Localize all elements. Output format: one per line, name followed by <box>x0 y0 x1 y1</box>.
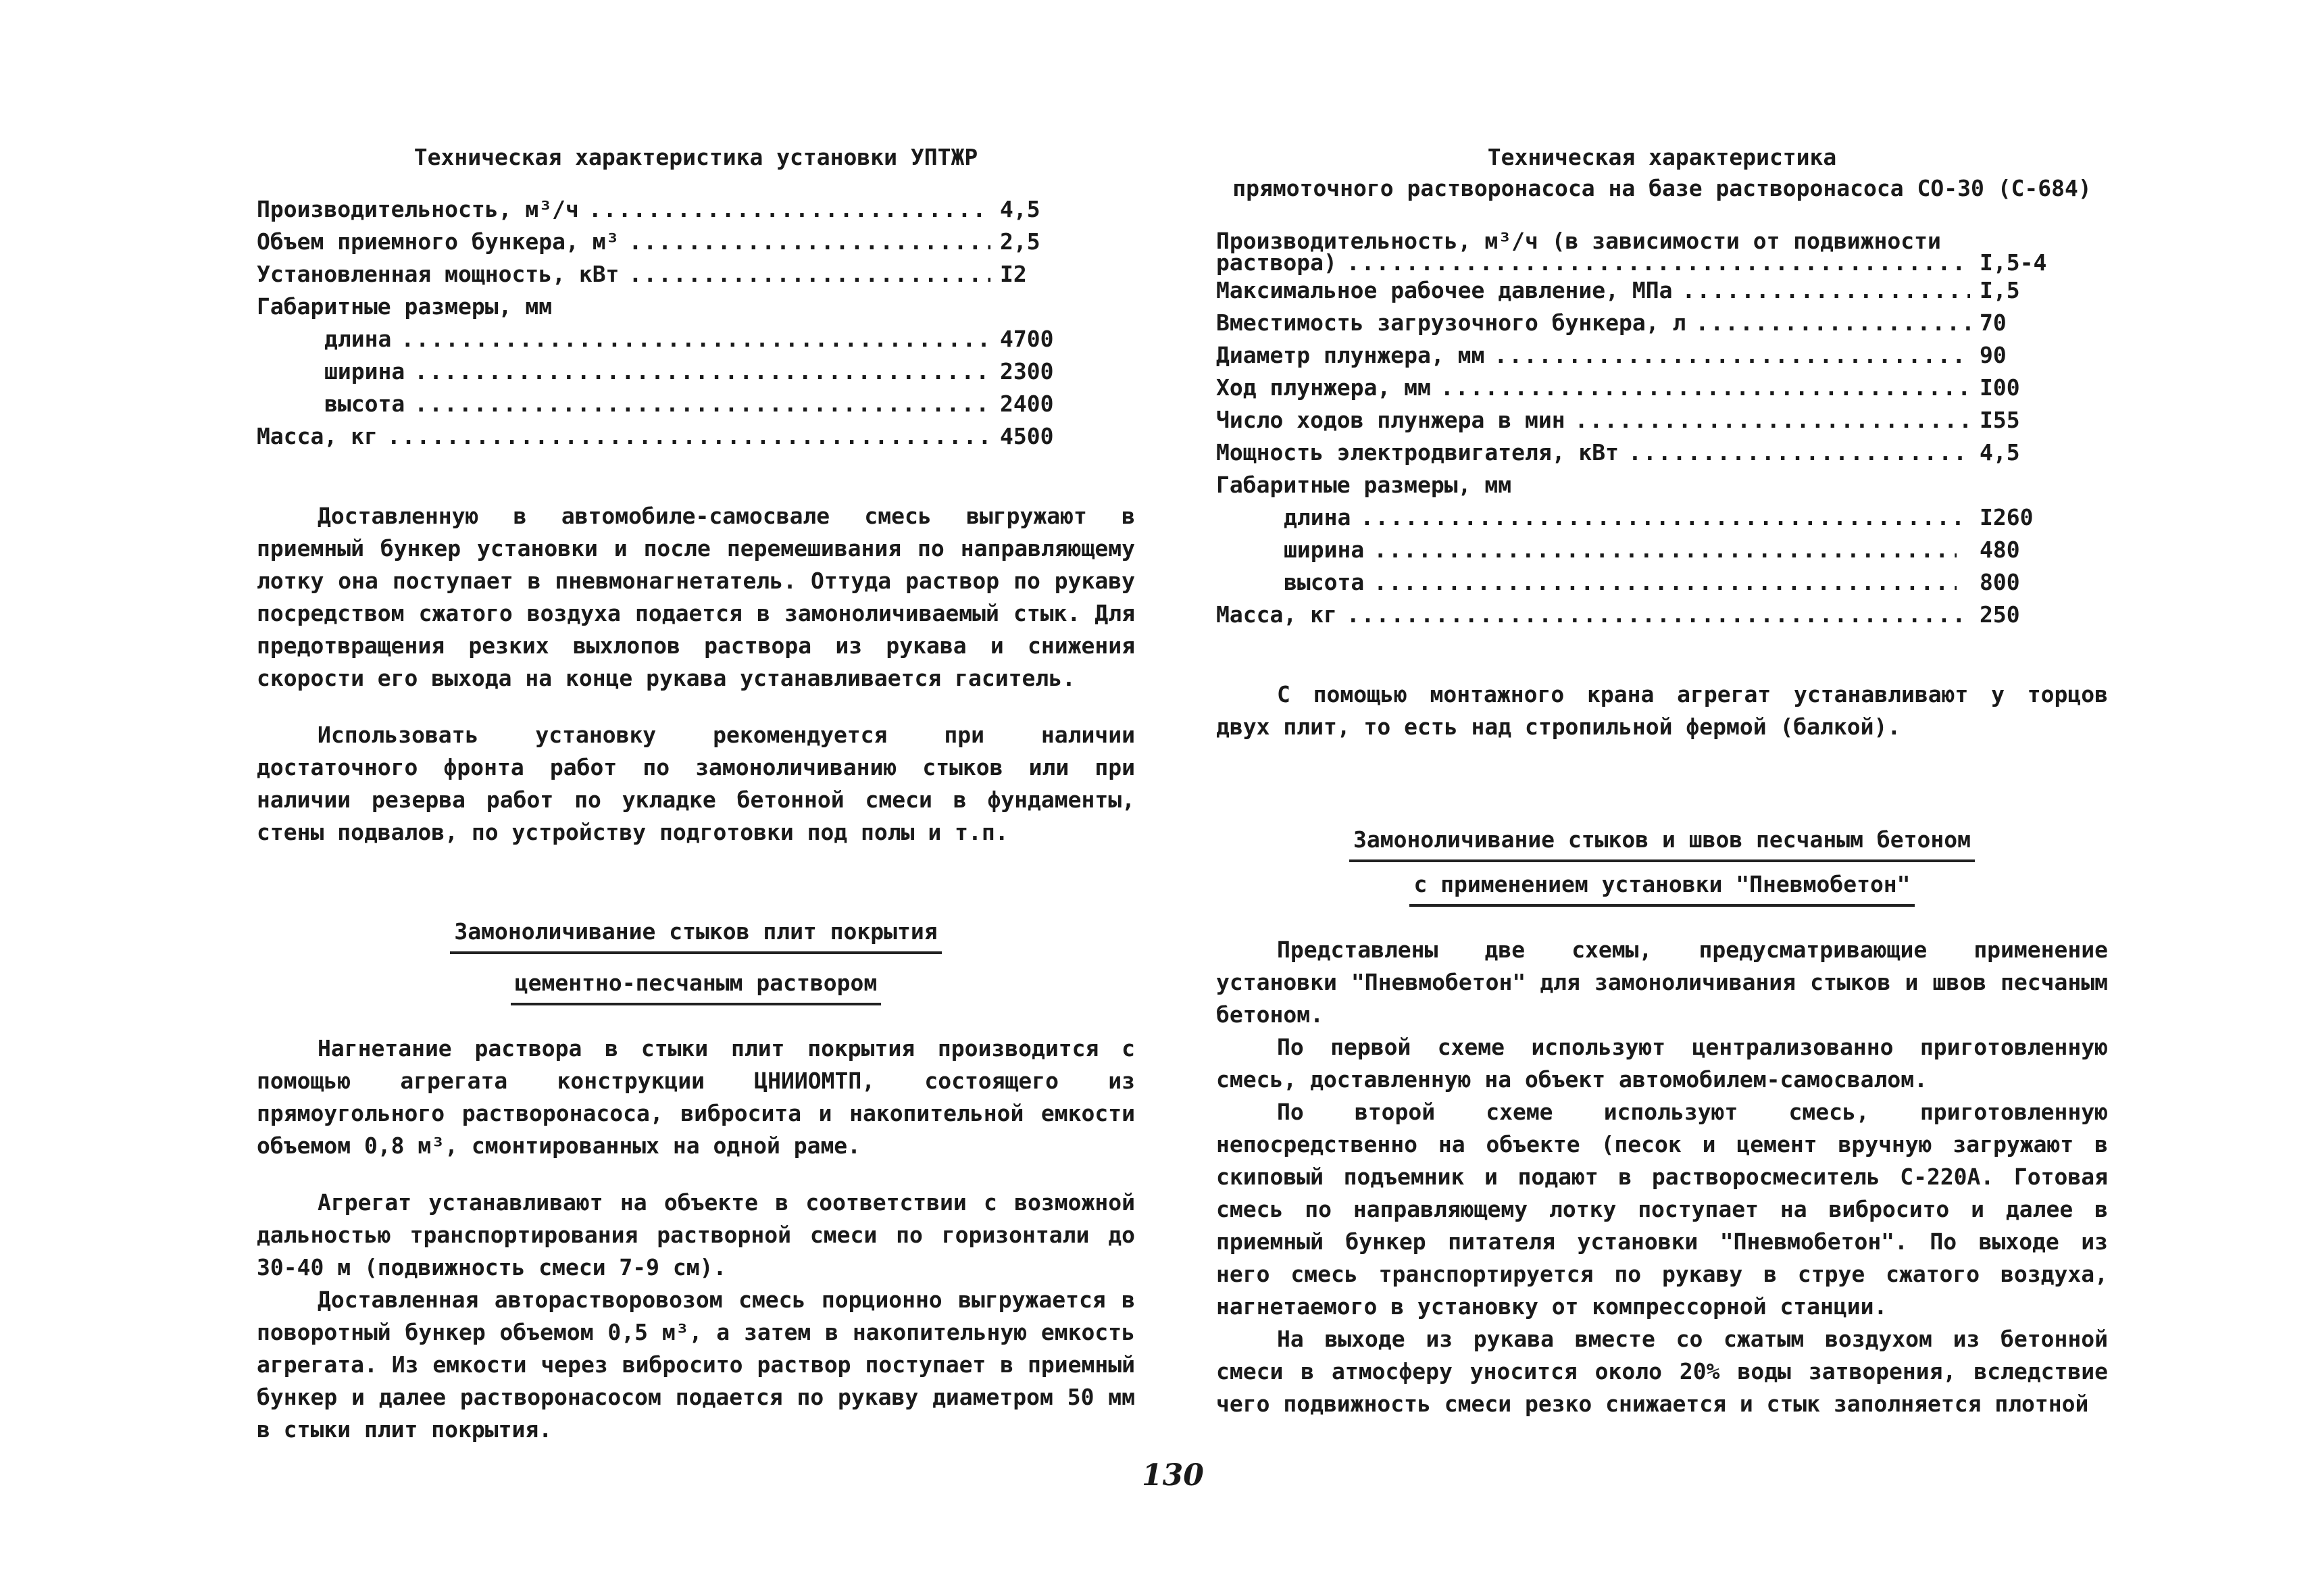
leader-dots <box>401 323 990 355</box>
heading-text: с применением установки "Пневмобетон" <box>1409 869 1914 907</box>
spec-value: I2 <box>1000 261 1027 287</box>
spec-row <box>257 193 1074 226</box>
paragraph: По второй схеме используют смесь, приготовленную непосредственно на объекте (песок и цемент вручную загружают в скиповый подъемник и подают в растворосмеситель С-220А. Готовая смесь по направляющему лотку поступает на вибросито и далее в приемный бункер питателя установки "Пневмобетон". По выходе из него смесь транспортируется по рукаву в струе сжатого воздуха, нагнетаемого в установку от компрессорной станции. <box>1216 1099 2108 1320</box>
left-spec-table <box>257 193 1074 453</box>
leader-dots <box>414 355 990 388</box>
spec-row <box>1216 372 2054 404</box>
spec-label: Диаметр плунжера, мм <box>1216 342 1485 368</box>
spec-label: раствора) <box>1216 249 1337 276</box>
leader-dots <box>1682 274 1970 307</box>
paragraph: По первой схеме используют централизованно приготовленную смесь, доставленную на объект автомобилем-самосвалом. <box>1216 1034 2108 1093</box>
paragraph: Представлены две схемы, предусматривающие применение установки "Пневмобетон" для замоноличивания стыков и швов песчаным бетоном. <box>1216 937 2108 1028</box>
leader-dots <box>1347 599 1970 631</box>
spec-value: 250 <box>1980 601 2020 628</box>
spec-row <box>257 258 1074 291</box>
spec-label: высота <box>1284 569 1365 595</box>
paragraph: Нагнетание раствора в стыки плит покрытия производится с помощью агрегата конструкции ЦНИИОМТП, состоящего из прямоугольного растворонасоса, вибросита и накопительной емкости объемом 0,8 м³, смонтированных на одной раме. <box>257 1035 1135 1159</box>
spec-label: длина <box>324 326 392 352</box>
spec-value: I,5-4 <box>1980 249 2047 276</box>
leader-dots <box>1628 437 1970 469</box>
heading-text: Замоноличивание стыков и швов песчаным бетоном <box>1349 824 1975 862</box>
heading-text: цементно-песчаным раствором <box>511 968 881 1005</box>
spec-label: Масса, кг <box>1216 601 1337 628</box>
spec-row <box>1216 566 2054 599</box>
spec-row <box>1216 404 2054 437</box>
spec-value: 4,5 <box>1980 439 2020 466</box>
spec-label: Максимальное рабочее давление, МПа <box>1216 277 1673 303</box>
leader-dots <box>588 193 990 226</box>
spec-row-continuation <box>1216 251 2054 274</box>
spec-value: 480 <box>1980 537 2020 563</box>
right-column <box>1216 142 2108 1420</box>
section-heading-line-2 <box>257 968 1135 1005</box>
spec-label: Установленная мощность, кВт <box>257 261 620 287</box>
spec-label: ширина <box>324 358 405 384</box>
paragraph: Доставленную в автомобиле-самосвале смесь выгружают в приемный бункер установки и после перемешивания по направляющему лотку она поступает в пневмонагнетатель. Оттуда раствор по рукаву посредством сжатого воздуха подается в замоноличиваемый стык. Для предотвращения резких выхлопов раствора из рукава и снижения скорости его выхода на конце рукава устанавливается гаситель. <box>257 503 1135 691</box>
spec-value: 4500 <box>1000 423 1054 449</box>
spec-label: высота <box>324 391 405 417</box>
spec-label: Масса, кг <box>257 423 378 449</box>
spec-value: 90 <box>1980 342 2007 368</box>
spec-label: Число ходов плунжера в мин <box>1216 407 1565 433</box>
right-spec-title-1: Техническая характеристика <box>1487 144 1837 170</box>
dims-heading: Габаритные размеры, мм <box>257 293 553 320</box>
leader-dots <box>1360 501 1970 534</box>
spec-row <box>1216 307 2054 339</box>
paragraph: С помощью монтажного крана агрегат устанавливают у торцов двух плит, то есть над стропильной фермой (балкой). <box>1216 681 2108 740</box>
spec-value: 800 <box>1980 569 2020 595</box>
leader-dots <box>414 388 990 420</box>
leader-dots <box>1440 372 1970 404</box>
section-heading-line-1 <box>257 916 1135 954</box>
spec-row <box>257 388 1074 420</box>
spec-value: I260 <box>1980 504 2034 530</box>
section-heading-line-2 <box>1216 869 2108 907</box>
spec-row <box>257 226 1074 258</box>
heading-text: Замоноличивание стыков плит покрытия <box>450 916 941 954</box>
spec-row <box>1216 534 2054 566</box>
leader-dots <box>1575 404 1970 437</box>
leader-dots <box>1347 251 1970 274</box>
leader-dots <box>1494 339 1970 372</box>
spec-label: ширина <box>1284 537 1365 563</box>
right-spec-title-2: прямоточного растворонасоса на базе растворонасоса СО-30 (С-684) <box>1232 175 2092 201</box>
leader-dots <box>387 420 990 453</box>
spec-row <box>1216 599 2054 631</box>
spec-label: Ход плунжера, мм <box>1216 374 1431 401</box>
spec-value: 2300 <box>1000 358 1054 384</box>
paragraph: На выходе из рукава вместе со сжатым воздухом из бетонной смеси в атмосферу уносится около 20% воды затворения, вследствие чего подвижность смеси резко снижается и стык заполняется плотной <box>1216 1326 2108 1417</box>
spec-label: Производительность, м³/ч (в зависимости от подвижности <box>1216 228 1941 254</box>
spec-value: 70 <box>1980 309 2007 336</box>
spec-value: 4700 <box>1000 326 1054 352</box>
spec-value: I,5 <box>1980 277 2020 303</box>
paragraph: Использовать установку рекомендуется при наличии достаточного фронта работ по замоноличиванию стыков или при наличии резерва работ по укладке бетонной смеси в фундаменты, стены подвалов, по устройству подготовки под полы и т.п. <box>257 722 1135 845</box>
left-spec-title: Техническая характеристика установки УПТЖР <box>413 144 978 170</box>
paragraph: Доставленная авторастворовозом смесь порционно выгружается в поворотный бункер объемом 0,5 м³, а затем в накопительную емкость агрегата. Из емкости через вибросито раствор поступает в приемный бункер и далее растворонасосом подается по рукаву диаметром 50 мм в стыки плит покрытия. <box>257 1287 1135 1443</box>
leader-dots <box>1374 566 1957 599</box>
leader-dots <box>628 226 990 258</box>
spec-value: I55 <box>1980 407 2020 433</box>
leader-dots <box>1374 534 1957 566</box>
spec-row <box>1216 501 2054 534</box>
leader-dots <box>628 258 990 291</box>
spec-row <box>257 420 1074 453</box>
dims-heading: Габаритные размеры, мм <box>1216 472 1512 498</box>
spec-label: Объем приемного бункера, м³ <box>257 228 620 255</box>
spec-row <box>1216 437 2054 469</box>
left-column <box>257 142 1135 1446</box>
spec-row <box>1216 339 2054 372</box>
paragraph: Агрегат устанавливают на объекте в соответствии с возможной дальностью транспортирования растворной смеси по горизонтали до 30-40 м (подвижность смеси 7-9 см). <box>257 1189 1135 1280</box>
spec-row <box>257 323 1074 355</box>
spec-value: 2,5 <box>1000 228 1040 255</box>
spec-row <box>1216 228 2054 276</box>
spec-row <box>257 355 1074 388</box>
page-number: 130 <box>1142 1458 1204 1493</box>
section-heading-line-1 <box>1216 824 2108 862</box>
right-spec-table <box>1216 228 2054 631</box>
spec-value: I00 <box>1980 374 2020 401</box>
spec-label: Мощность электродвигателя, кВт <box>1216 439 1619 466</box>
spec-label: Вместимость загрузочного бункера, л <box>1216 309 1686 336</box>
leader-dots <box>1695 307 1970 339</box>
spec-row <box>1216 274 2054 307</box>
spec-value: 2400 <box>1000 391 1054 417</box>
spec-value: 4,5 <box>1000 196 1040 222</box>
spec-label: Производительность, м³/ч <box>257 196 579 222</box>
spec-label: длина <box>1284 504 1351 530</box>
